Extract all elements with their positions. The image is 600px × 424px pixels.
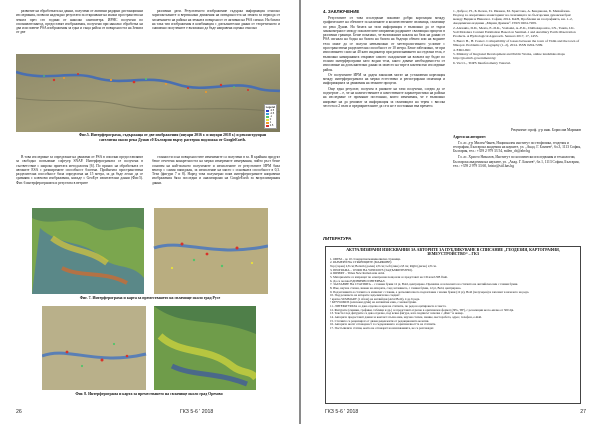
figure-7-caption: Фиг. 7. Интерферограма и карта за преместването на свлачище около град Русе bbox=[79, 296, 221, 300]
conclusion-text bbox=[323, 16, 445, 226]
requirements-body bbox=[326, 258, 580, 331]
authors-block bbox=[453, 128, 581, 244]
left-top-column-1 bbox=[16, 9, 143, 55]
requirement-line: 12. Фигурите (снимки, графики, таблици и др.) се представят отделно в оригинален формат (JPG, TIF), с резолюция не по-малко от 300 dpi. bbox=[330, 307, 515, 312]
left-middle-column-1 bbox=[16, 155, 143, 205]
figure-7-ruse-maps bbox=[32, 208, 268, 294]
requirement-line: • кратко SUMMARY (1 абзац) на английски (Arial Bold), 4 до 6 реда. bbox=[330, 296, 421, 301]
requirements-title: АКТУАЛИЗИРАНИ ИЗИСКВАНИЯ ЗА АВТОРИТЕ ЗА ПУБЛИКУВАНЕ В СПИСАНИЕ „ГЕОДЕЗИЯ, КАРТОГРАФИЯ, ЗЕМЕУСТРОЙСТВО“ – ГКЗ bbox=[346, 248, 560, 257]
requirement-line: 16. Авторите носят отговорност за съдържанието и оригиналността на статиите. bbox=[330, 322, 437, 327]
reviewer-line: Рецензент: проф. д-р инж. Борислав Маринов bbox=[511, 128, 581, 132]
paragraph: различни дати. Резултатното изображение съдържа информация относно хоризонталните и вертикални движения на повърхността на земята за периода от заснемането на района на земната повърхност от активни на PSA сигнал. На базата на така тип изображения в комбинация с допълнителни данни от теоретичното и снимачно получените е възможно да бъде направена оценка относно bbox=[152, 9, 280, 31]
right-page-number: 27 bbox=[580, 409, 586, 415]
figure-5-legend bbox=[264, 104, 277, 129]
requirement-line: 10. Под резюмето на авторите задължително следват: bbox=[330, 293, 401, 298]
figure-8-image bbox=[42, 306, 256, 390]
conclusion-heading: 4. ЗАКЛЮЧЕНИЕ bbox=[323, 9, 360, 14]
legend-swatch bbox=[266, 113, 269, 115]
requirement-line: 4. ШРИФТ – Times New Roman или Arial. bbox=[330, 271, 386, 276]
requirement-line: 14. Авторите предоставят данни за контакт: пълно име, научна степен, звание, месторабота, адрес, телефон, e-mail. bbox=[330, 315, 483, 320]
legend-label: -2.5 bbox=[269, 112, 275, 115]
figure-8-caption: Фиг. 8. Интерферограма и карта за преместването на свлачище около град Орехово bbox=[75, 392, 223, 396]
paragraph: В това изследване за определяне на движени от PSA в оползни предоставляват за свободно попълване софтуер SNAP. Интерферограмата се получена в съответствие с широко приетата методология [6]. По принос на обработката от автоките ESA с разширените способност блогена. Пройнента пространствена разделителна способност била определена на 15 метра, за да бъде лесно да се сравнява с ключови изображения, някъде с GeoEye изпитателни данни (Фиг.5). Фиг. 6 интерферограмата и резултата в ветрите bbox=[16, 155, 143, 185]
paragraph: Още една резултат, получен в рамките на тази получени, следва да се подчертае – е, че на количествените и качествените характеристики на района на изследване се промянят постоянно, които изменения, че е възможно направят на да решават за информация за свлачищата на терен с висока честота и 2 пъти и предварителните да се и не е постоянни във времето. bbox=[323, 86, 445, 108]
reference-item: 1. Доброс, Н., Б. Белов, Гл. Иванов, М. Христова, А. Бенданова, Б. Михайлова. Подход за оперативно мониторинг на свлачищата по българския дунавски бряг между Видин и Никопол. София, 2014. БАН, Проблеми на географията, кн. 1–2, Академично издание „Марин Дринов“. ISSN 0204-7209. bbox=[453, 9, 573, 26]
right-journal-footer: ГКЗ 5-6 ' 2018 bbox=[325, 409, 359, 415]
legend-swatch bbox=[266, 118, 272, 121]
legend-swatch bbox=[266, 125, 269, 127]
legend-item bbox=[266, 124, 275, 127]
reference-item: 6. Veci L., TOPS Interferometry Tutorial. bbox=[453, 61, 511, 66]
left-journal-footer: ГКЗ 5-6 ' 2018 bbox=[180, 409, 214, 415]
reference-item: 3. Berov B., H. Ivanov. Collapsibility of losses between the town of Vidin and the town of Nikopol. Problems of Geography (1–2), 2014. ISSN 0204-7209. bbox=[453, 38, 580, 47]
requirement-line: 7. ЗАГЛАВИЕ НА СТАТИЯТА – с главни букви 12 pt, Bold, центрирано. Премахва се началната на статията на английски език с главни букви. bbox=[330, 282, 519, 287]
requirement-line: 15. Статиите се рецензират от двама рецензенти от редакционната колегия. bbox=[330, 318, 430, 323]
paragraph: станности и на повърхностите изменените са получени в за. В крайния продукт беше отчетена конкретността на мерки измерените измервания, чийто ръст беше основен на най-полкото получените и изчислените от резултатите ИРМ бяха вектор с самия папиджан, за изчисление на място с основната способност в 0,3. Тези (фигури 7 и 8). Наред това полумерно появ интерферограмите направени изображения бяха последни и анализирани на GoogleEarth за визуализирания данни. bbox=[152, 155, 280, 185]
requirement-line: 6. Да се ползва ЕДИНИЧНО ИНТЕРВАЛ. bbox=[330, 278, 386, 283]
left-top-column-2 bbox=[152, 9, 280, 55]
legend-label: -3.5 bbox=[269, 109, 275, 112]
requirement-line: 13. Текстът под фигурите се дава отделно, под всяка фигура, като подписът започва с „Фиг.“ и номер. bbox=[330, 311, 464, 316]
legend-label: 1 bbox=[269, 121, 272, 124]
legend-swatch bbox=[266, 116, 269, 118]
references-list bbox=[453, 9, 581, 127]
figure-7-image bbox=[32, 208, 268, 294]
left-page bbox=[0, 0, 299, 424]
reference-item: 5. Ministry of Regional Development and Public Works, online landslides maps http://gis.mrrb.government.bg/ bbox=[453, 52, 565, 61]
requirement-line: 5. Материалите се изпращат по електронна поща или се представят на CD или USB flash. bbox=[330, 274, 448, 279]
requirement-line: 8. Име, научна степен, звание на авторите, след заглавието, с главни букви, 12 pt, Bold, центрирано. bbox=[330, 285, 462, 290]
legend-title: Legend bbox=[265, 106, 275, 109]
left-middle-column-2 bbox=[152, 155, 280, 205]
figure-5-caption: Фиг.5. Интерферограма, съдържаща от две изображения (януари 2016 г. и януари 2018 г.) и реконструиран сателитна около река Дунав с0 България върху растерна подложка от GoogleEarth. bbox=[78, 133, 267, 142]
paragraph: развитие на обработката на данни, получени от активни радарни дистанционни изследвания, позволи надеждно резултати за открояване на малки пространства на земята през сто години от няколко сантиметра. ИРНС получени по опознавателнятод, предоставят изображения, получени при няколко обработка на два или повече PSA изображения за една и съща район от повърхността на Земята от две bbox=[16, 9, 143, 35]
author-address: Гл. ас. д-р Милен Чанев, Национален институт по геофизика, геодезия и география, Българска академия на науките, ул. „Акад. Г. Бончев“, бл.3, 1113 София, България, тел.: +359 2 979 33 54, milen_ch@abv.bg bbox=[453, 140, 581, 154]
reference-item: 2. Alexakis, D.D., Mesta, E.-D.K., Vozisaki, A.-E.K., Dalliokapoulos, I.N., Tsanis, I.K. Soil Moisture Content Estimation Based on Sentinel-1 and Auxiliary Earth Observation Products. A Hydrological Approach. Sensors 2017, 17, 1455. bbox=[453, 25, 576, 39]
paragraph: Резултатите от това изследване показват добри корелация между графическите на обектите за наличните и количествените свлачища, свлачище по река Дунав. На базата на тази информация е възможно да се търси закономерност между показателите изправени радарните свлачищна процеси в различни граници. Беше показано, че възможният наклон на база на данни от PSA сигнала на бодка на базата на базата на бъдещи обекти или на водните тела може да се получи невъзможно от метеорологичното условие с пространствена разделителна способност от 10 метра. Беше забелязано, че при използването само на 40 като индикатор при разпознаването на отделни тела, е възможно намиранията откриват самото съждонение на влачата ще бъдат по голямо интерферограми като водни тела, както даваме необходимостта от използване на допълнителни данни за заместо на тире в контекстно изследване район. bbox=[323, 16, 445, 72]
reference-item: 4. EDO-JRC bbox=[453, 47, 471, 52]
legend-swatch bbox=[266, 121, 272, 124]
literature-heading: ЛИТЕРАТУРА bbox=[323, 236, 352, 241]
paragraph: От получените ИРМ за даден законлив могат на установени корелация между интерферограмата на мерки естествено и регистрирани свлачища и информацията за движения на земните процеси. bbox=[323, 72, 445, 86]
requirement-line: 9. Подзаглавията в статията се изписват с главни, а допълнителното подзаглавие с малки букви (12 pt), Bold (получерен) и започват в началото на реда. bbox=[330, 289, 530, 294]
requirement-line: 11. ЛИТЕРАТУРАТА се дава отделно в края на статията, по реда на цитирането в текста. bbox=[330, 304, 447, 309]
requirement-line: 17. Постъпилите статии, които не отговарят на изискванията, не се разглеждат. bbox=[330, 326, 435, 331]
author-requirements-box bbox=[325, 246, 581, 404]
author-address: Гл. ас. Христо Николов, Институт по космически изследвания и технологии, Българска академия на науките, ул. „Акад. Г. Бончев“, бл.1, 1113 София, България, тел.: +359 2 979 33 60, hristo@stil.bas.bg bbox=[453, 155, 580, 169]
left-page-number: 26 bbox=[16, 409, 22, 415]
figure-5-image bbox=[16, 54, 280, 132]
legend-label: 2.5 bbox=[269, 124, 274, 127]
requirement-line: 1. ОБЕМ – до 10 стандартни машинописни страници. bbox=[330, 256, 401, 261]
requirement-line: 3. ПРОГРАМА – WORD НА WINDOWS (ЗАДЪЛЖИТЕЛНО). bbox=[330, 267, 413, 272]
legend-label: -1 bbox=[269, 115, 273, 118]
address-heading: Адреси на авторите: bbox=[453, 135, 487, 140]
figure-5-interferogram-map bbox=[16, 54, 280, 132]
legend-swatch bbox=[266, 110, 269, 112]
requirement-line: 2. РАЗМЕРИ НА СТРАНИЦИТЕ (МАРЖОВЕ): bbox=[330, 260, 393, 265]
figure-8-orehovo-maps bbox=[42, 306, 256, 390]
legend-label: 0 bbox=[269, 118, 272, 121]
requirement-line: Top (горен) 2,8 см; Bottom (долен) 2,8 см; Left (ляво) 2,8 см; Right (дясно) 2,8 см. bbox=[330, 263, 437, 268]
requirement-line: • KEYWORDS (ключови думи) на английски език, с малки букви. bbox=[330, 300, 417, 305]
right-page bbox=[301, 0, 600, 424]
